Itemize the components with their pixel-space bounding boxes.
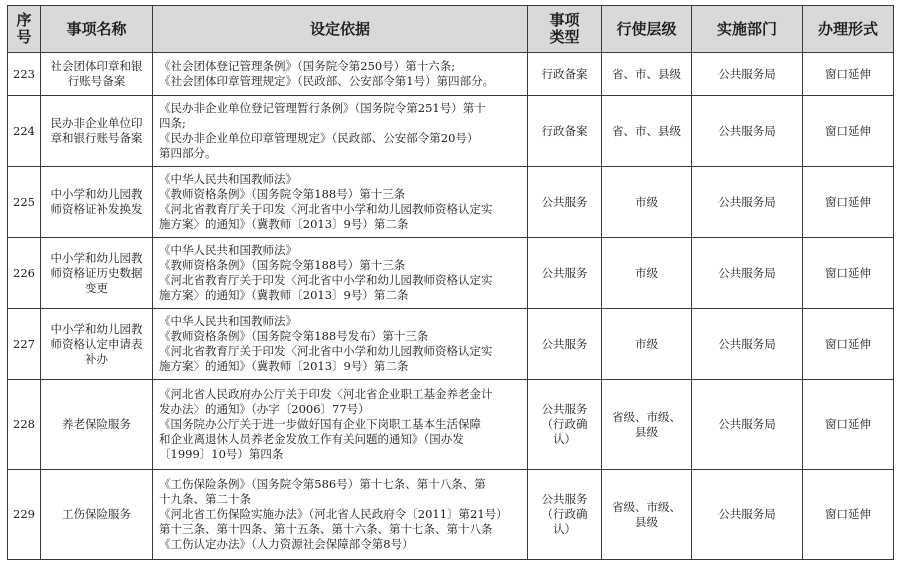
cell-line: 《教师资格条例》（国务院令第188号发布）第十三条 (159, 329, 429, 343)
cell-line: 《中华人民共和国教师法》 (159, 172, 297, 186)
header-dept: 实施部门 (692, 6, 803, 53)
row-number: 225 (8, 167, 41, 238)
handling-form: 窗口延伸 (803, 53, 894, 96)
item-type (528, 96, 602, 167)
table-row (8, 238, 894, 309)
cell-line: 施方案〉的通知》（冀教师〔2013〕9号）第二条 (159, 217, 409, 231)
item-name: 中小学和幼儿园教师资格证补发换发 (41, 167, 153, 238)
implementing-dept: 公共服务局 (692, 470, 803, 560)
cell-line: 公共服务 (541, 492, 588, 506)
table-row (8, 96, 894, 167)
cell-line: 《河北省教育厅关于印发〈河北省中小学和幼儿园教师资格认定实 (159, 202, 493, 216)
row-number: 224 (8, 96, 41, 167)
admin-level (602, 96, 692, 167)
legal-basis (153, 167, 528, 238)
cell-line: 《河北省人民政府办公厅关于印发〈河北省企业职工基金养老金计 (159, 387, 493, 401)
cell-line: 《民办非企业单位印章管理规定》（民政部、公安部令第20号） (159, 131, 479, 145)
cell-line: 省、市、县级 (612, 66, 681, 81)
cell-line: （行政确 (541, 417, 588, 431)
cell-line: 行政备案 (541, 123, 588, 138)
admin-level (602, 238, 692, 309)
cell-line: 《工伤认定办法》（人力资源社会保障部令第8号） (159, 537, 414, 551)
handling-form: 窗口延伸 (803, 167, 894, 238)
cell-line: 施方案〉的通知》（冀教师〔2013〕9号）第二条 (159, 359, 409, 373)
cell-line: 《中华人民共和国教师法》 (159, 314, 297, 328)
item-name: 养老保险服务 (41, 380, 153, 470)
admin-level (602, 380, 692, 470)
cell-line: 《河北省教育厅关于印发〈河北省中小学和幼儿园教师资格认定实 (159, 273, 493, 287)
cell-line: 《教师资格条例》（国务院令第188号）第十三条 (159, 187, 406, 201)
cell-line: 〔1999〕10号）第四条 (159, 447, 284, 461)
item-name: 中小学和幼儿园教师资格证历史数据变更 (41, 238, 153, 309)
item-name: 工伤保险服务 (41, 470, 153, 560)
cell-line: 省、市、县级 (612, 123, 681, 138)
table-row (8, 53, 894, 96)
row-number: 226 (8, 238, 41, 309)
item-type (528, 167, 602, 238)
table-row (8, 380, 894, 470)
header-num: 序 号 (8, 6, 41, 53)
header-basis: 设定依据 (153, 6, 528, 53)
cell-line: 《河北省教育厅关于印发〈河北省中小学和幼儿园教师资格认定实 (159, 344, 493, 358)
cell-line: 和企业离退休人员养老金发放工作有关问题的通知》（国办发 (159, 432, 464, 446)
cell-line: 认） (553, 522, 576, 536)
implementing-dept: 公共服务局 (692, 53, 803, 96)
cell-line: 施方案〉的通知》（冀教师〔2013〕9号）第二条 (159, 288, 409, 302)
handling-form: 窗口延伸 (803, 309, 894, 380)
cell-line: 第十三条、第十四条、第十五条、第十六条、第十七条、第十八条 (159, 522, 493, 536)
item-type (528, 309, 602, 380)
legal-basis (153, 53, 528, 96)
cell-line: 省级、市级、 (612, 499, 681, 514)
table-row (8, 167, 894, 238)
cell-line: 公共服务 (541, 402, 588, 416)
admin-level (602, 167, 692, 238)
cell-line: 发办法〉的通知》（办字〔2006〕77号） (159, 402, 370, 416)
cell-line: 《工伤保险条例》（国务院令第586号）第十七条、第十八条、第 (159, 477, 486, 491)
cell-line: 省级、市级、 (612, 409, 681, 424)
cell-line: 《国务院办公厅关于进一步做好国有企业下岗职工基本生活保障 (159, 417, 481, 431)
header-form: 办理形式 (803, 6, 894, 53)
cell-line: 市级 (635, 336, 658, 351)
service-items-table (7, 5, 894, 560)
cell-line: 县级 (635, 514, 658, 529)
cell-line: 《民办非企业单位登记管理暂行条例》（国务院令第251号）第十 (159, 101, 486, 115)
cell-line: 《河北省工伤保险实施办法》（河北省人民政府令〔2011〕第21号） (159, 507, 508, 521)
cell-line: 《中华人民共和国教师法》 (159, 243, 297, 257)
row-number: 229 (8, 470, 41, 560)
implementing-dept: 公共服务局 (692, 96, 803, 167)
cell-line: 第四部分。 (159, 146, 217, 160)
row-number: 227 (8, 309, 41, 380)
implementing-dept: 公共服务局 (692, 309, 803, 380)
handling-form: 窗口延伸 (803, 470, 894, 560)
legal-basis (153, 309, 528, 380)
cell-line: 公共服务 (541, 265, 588, 280)
row-number: 228 (8, 380, 41, 470)
legal-basis (153, 96, 528, 167)
item-type (528, 470, 602, 560)
cell-line: 四条; (159, 116, 186, 130)
admin-level (602, 470, 692, 560)
cell-line: 《社会团体印章管理规定》（民政部、公安部令第1号）第四部分。 (159, 74, 495, 88)
cell-line: 《社会团体登记管理条例》（国务院令第250号）第十六条; (159, 59, 456, 73)
item-name: 中小学和幼儿园教师资格认定申请表补办 (41, 309, 153, 380)
legal-basis (153, 380, 528, 470)
cell-line: 《教师资格条例》（国务院令第188号）第十三条 (159, 258, 406, 272)
cell-line: （行政确 (541, 507, 588, 521)
implementing-dept: 公共服务局 (692, 380, 803, 470)
handling-form: 窗口延伸 (803, 96, 894, 167)
table-row (8, 470, 894, 560)
item-type (528, 380, 602, 470)
row-number: 223 (8, 53, 41, 96)
cell-line: 公共服务 (541, 194, 588, 209)
item-type (528, 53, 602, 96)
item-name: 社会团体印章和银行账号备案 (41, 53, 153, 96)
table-row (8, 309, 894, 380)
header-name: 事项名称 (41, 6, 153, 53)
cell-line: 公共服务 (541, 336, 588, 351)
admin-level (602, 53, 692, 96)
admin-level (602, 309, 692, 380)
cell-line: 认） (553, 432, 576, 446)
item-type (528, 238, 602, 309)
cell-line: 市级 (635, 265, 658, 280)
cell-line: 县级 (635, 424, 658, 439)
handling-form: 窗口延伸 (803, 238, 894, 309)
header-level: 行使层级 (602, 6, 692, 53)
cell-line: 行政备案 (541, 66, 588, 81)
handling-form: 窗口延伸 (803, 380, 894, 470)
implementing-dept: 公共服务局 (692, 167, 803, 238)
implementing-dept: 公共服务局 (692, 238, 803, 309)
legal-basis (153, 470, 528, 560)
cell-line: 十九条、第二十条 (159, 492, 251, 506)
cell-line: 市级 (635, 194, 658, 209)
item-name: 民办非企业单位印章和银行账号备案 (41, 96, 153, 167)
legal-basis (153, 238, 528, 309)
table-header-row (8, 6, 894, 53)
header-type: 事项 类型 (528, 6, 602, 53)
